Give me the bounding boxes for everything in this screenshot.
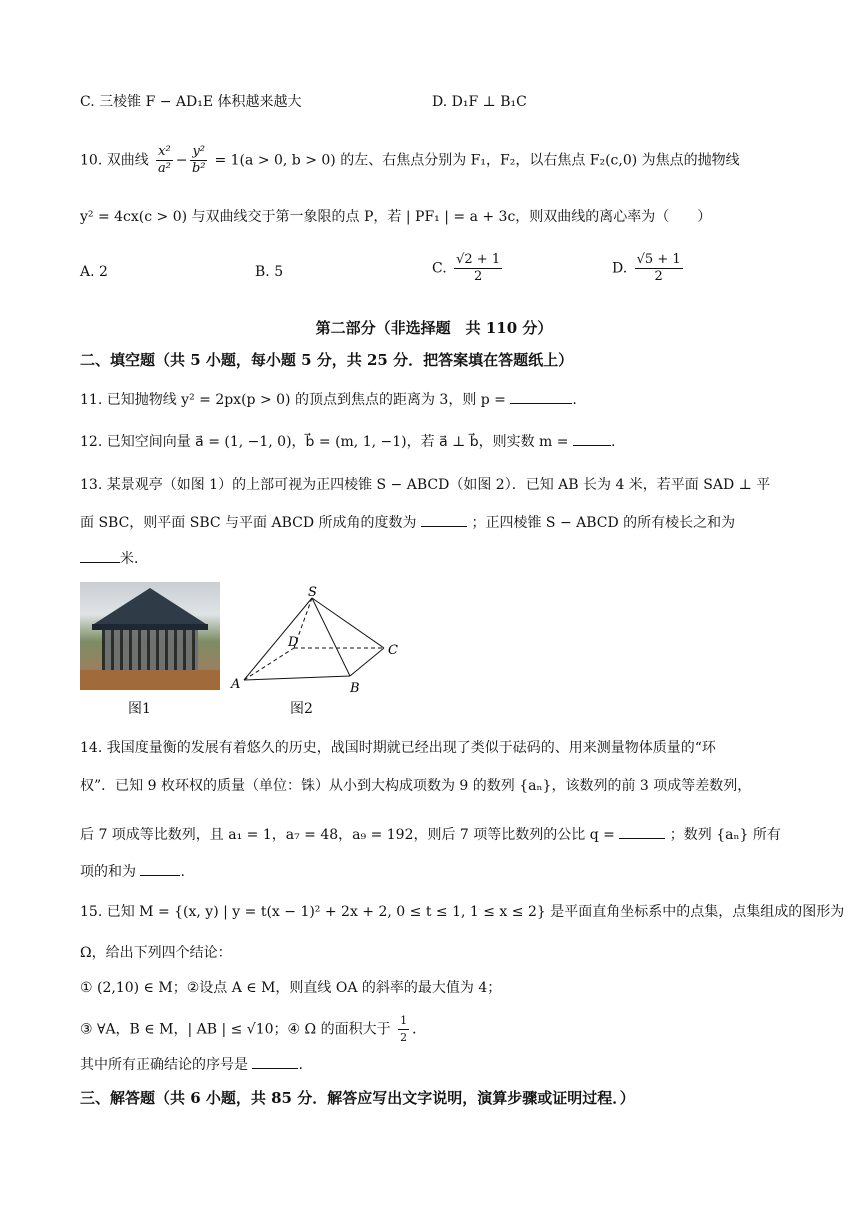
q14-line2: 权”．已知 9 枚环权的质量（单位：铢）从小到大构成项数为 9 的数列 {aₙ}，该数列的前 3 项成等差数列，: [80, 778, 752, 794]
q9-option-c: C. 三棱锥 F − AD₁E 体积越来越大: [80, 94, 302, 110]
q15-line3: ① (2,10) ∈ M；②设点 A ∈ M，则直线 OA 的斜率的最大值为 4；: [80, 980, 502, 996]
q10-option-c: C. $\frac{√2 + 1}{2}$: [432, 252, 501, 284]
q11: 11. 已知抛物线 y² = 2px(p > 0) 的顶点到焦点的距离为 3，则 p = .: [80, 389, 577, 410]
vertex-c-label: C: [388, 643, 398, 658]
q12-answer-blank[interactable]: [573, 431, 611, 446]
q14-answer-blank-2[interactable]: [140, 861, 180, 876]
q15-line2: Ω，给出下列四个结论：: [80, 945, 232, 961]
q10-line1: 10. 双曲线 $\frac{\text{x²}}{\text{a²}}$ − $\frac{\text{y²}}{\text{b²}}$ = 1(a > 0, b > 0) 的左、右焦点分别为 F₁，F₂，以右焦点 F₂(c,0) 为焦点的抛物线: [80, 144, 740, 176]
q13-answer-blank-2[interactable]: [80, 548, 120, 563]
pavilion-photo: [80, 582, 220, 690]
pyramid-diagram: [228, 584, 408, 696]
q13-line1: 13. 某景观亭（如图 1）的上部可视为正四棱锥 S − ABCD（如图 2）．已知 AB 长为 4 米，若平面 SAD ⊥ 平: [80, 477, 771, 493]
q9-option-d: D. D₁F ⊥ B₁C: [432, 94, 527, 110]
q10-frac-x: $\frac{\text{x²}}{\text{a²}}$: [157, 144, 171, 176]
vertex-a-label: A: [231, 677, 241, 692]
q13-answer-blank-1[interactable]: [421, 512, 467, 527]
q10-text1: 的左、右焦点分别为 F₁，F₂，以右焦点 F₂(c,0) 为焦点的抛物线: [340, 152, 740, 169]
q10-option-b: B. 5: [255, 264, 284, 280]
q14-line3: 后 7 项成等比数列，且 a₁ = 1，a₇ = 48，a₉ = 192，则后 7 项等比数列的公比 q = ；数列 {aₙ} 所有: [80, 824, 781, 845]
q15-answer-blank[interactable]: [252, 1054, 298, 1069]
q14-line4: 项的和为 .: [80, 861, 185, 882]
vertex-d-label: D: [288, 635, 299, 650]
q10-condition: = 1(a > 0, b > 0): [214, 152, 336, 169]
q11-answer-blank[interactable]: [510, 389, 572, 404]
part2-title: 第二部分（非选择题 共 110 分）: [315, 319, 553, 337]
q10-number: 10. 双曲线: [80, 152, 149, 169]
vertex-b-label: B: [350, 681, 360, 696]
figure1-caption: 图1: [128, 701, 151, 717]
q10-frac-y: $\frac{\text{y²}}{\text{b²}}$: [191, 144, 206, 176]
q15-line1: 15. 已知 M = {(x, y) | y = t(x − 1)² + 2x + 2, 0 ≤ t ≤ 1, 1 ≤ x ≤ 2} 是平面直角坐标系中的点集，点集组成的图形为: [80, 904, 845, 920]
q15-line4: ③ ∀A，B ∈ M，| AB | ≤ √10；④ Ω 的面积大于 $\frac{1}{2}$ ．: [80, 1014, 427, 1044]
q10-option-a: A. 2: [80, 264, 108, 280]
q14-answer-blank-1[interactable]: [619, 824, 665, 839]
q10-line2: y² = 4cx(c > 0) 与双曲线交于第一象限的点 P，若 | PF₁ | = a + 3c，则双曲线的离心率为（ ）: [80, 209, 712, 225]
vertex-s-label: S: [308, 585, 317, 600]
q13-line3: 米．: [80, 548, 148, 569]
section2-title: 二、填空题（共 5 小题，每小题 5 分，共 25 分．把答案填在答题纸上）: [80, 351, 574, 369]
figure2-caption: 图2: [290, 701, 313, 717]
q10-option-d: D. $\frac{√5 + 1}{2}$: [612, 252, 681, 284]
q14-line1: 14. 我国度量衡的发展有着悠久的历史，战国时期就已经出现了类似于砝码的、用来测量物体质量的“环: [80, 740, 716, 756]
section3-title: 三、解答题（共 6 小题，共 85 分．解答应写出文字说明，演算步骤或证明过程．）: [80, 1089, 635, 1107]
q15-line5: 其中所有正确结论的序号是 .: [80, 1054, 303, 1075]
q13-line2: 面 SBC，则平面 SBC 与平面 ABCD 所成角的度数为 ；正四棱锥 S − ABCD 的所有棱长之和为: [80, 512, 735, 533]
q12: 12. 已知空间向量 a⃗ = (1, −1, 0)，b⃗ = (m, 1, −1)，若 a⃗ ⊥ b⃗，则实数 m = .: [80, 431, 615, 452]
